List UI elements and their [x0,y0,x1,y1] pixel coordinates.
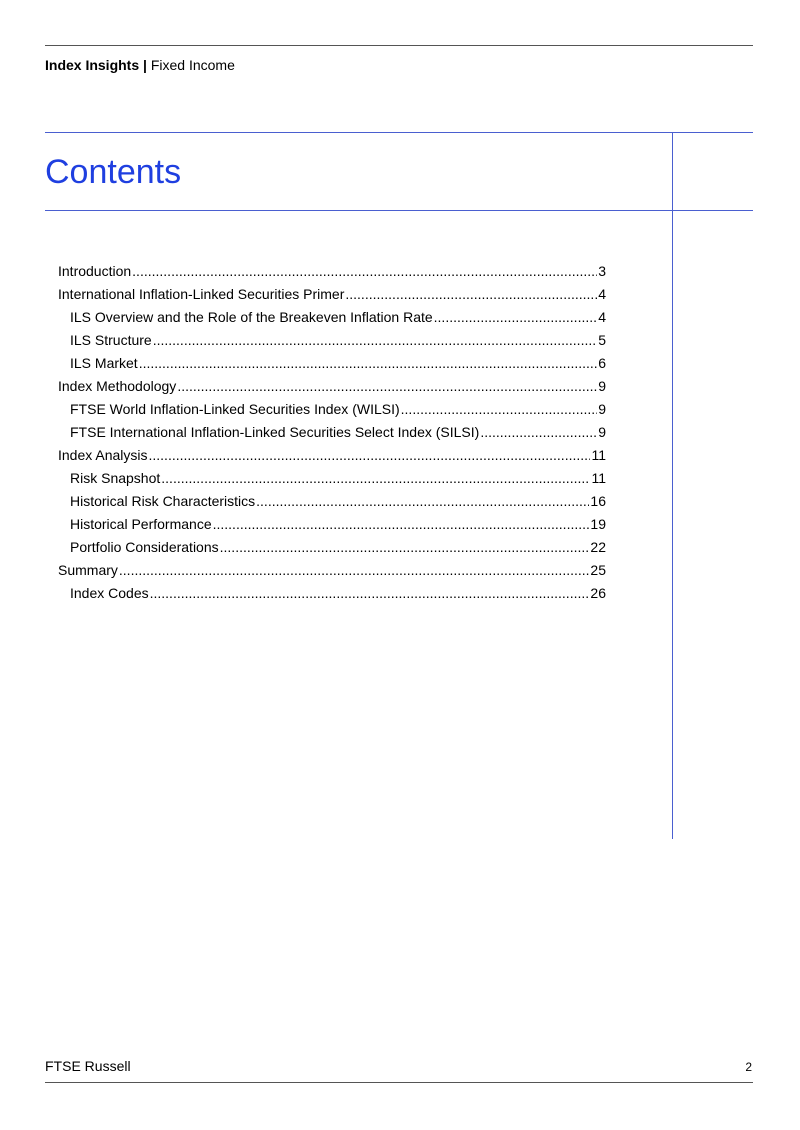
toc-entry[interactable] [58,285,606,308]
toc-entry[interactable] [58,538,606,561]
margin-vertical-rule [672,132,673,839]
toc-entry-page[interactable]: 11 [591,470,606,486]
toc-entry-label[interactable]: Risk Snapshot [70,470,161,486]
toc-dot-leader [213,515,590,533]
header-rule [45,45,753,46]
toc-dot-leader [177,377,597,395]
toc-dot-leader [434,308,598,326]
toc-dot-leader [153,331,598,349]
toc-dot-leader [401,400,598,418]
footer-rule [45,1082,753,1083]
toc-entry-page[interactable]: 19 [590,516,606,532]
toc-entry-page[interactable]: 4 [598,286,606,302]
toc-dot-leader [220,538,590,556]
toc-entry[interactable] [58,400,606,423]
toc-entry-label[interactable]: ILS Market [70,355,138,371]
title-top-rule [45,132,753,133]
title-bottom-rule [45,210,753,211]
toc-entry[interactable] [58,377,606,400]
toc-entry-page[interactable]: 4 [598,309,606,325]
toc-entry-label[interactable]: FTSE World Inflation-Linked Securities Index (WILSI) [70,401,400,417]
toc-dot-leader [119,561,590,579]
toc-entry-label[interactable]: International Inflation-Linked Securities Primer [58,286,345,302]
toc-entry-label[interactable]: Index Codes [70,585,149,601]
table-of-contents [58,262,606,607]
toc-dot-leader [256,492,589,510]
toc-entry[interactable] [58,446,606,469]
toc-entry[interactable] [58,515,606,538]
toc-entry-page[interactable]: 6 [598,355,606,371]
running-header [45,56,235,74]
footer-brand: FTSE Russell [45,1058,131,1074]
toc-entry-label[interactable]: ILS Structure [70,332,152,348]
toc-entry[interactable] [58,262,606,285]
toc-entry[interactable] [58,423,606,446]
header-title: Index Insights | [45,57,147,73]
toc-entry-label[interactable]: Historical Risk Characteristics [70,493,256,509]
toc-entry-label[interactable]: FTSE International Inflation-Linked Securities Select Index (SILSI) [70,424,480,440]
toc-dot-leader [149,446,591,464]
toc-dot-leader [480,423,597,441]
toc-dot-leader [132,262,597,280]
toc-entry[interactable] [58,561,606,584]
toc-entry[interactable] [58,308,606,331]
toc-entry-page[interactable]: 9 [598,424,606,440]
toc-entry-label[interactable]: Summary [58,562,118,578]
toc-dot-leader [345,285,597,303]
toc-entry-label[interactable]: Historical Performance [70,516,212,532]
footer-page-number: 2 [745,1060,752,1074]
toc-entry-page[interactable]: 25 [590,562,606,578]
toc-dot-leader [161,469,590,487]
header-section: Fixed Income [150,57,235,73]
toc-entry-page[interactable]: 5 [598,332,606,348]
toc-entry[interactable] [58,584,606,607]
toc-entry-page[interactable]: 9 [598,378,606,394]
toc-entry-label[interactable]: Portfolio Considerations [70,539,219,555]
toc-entry[interactable] [58,331,606,354]
toc-entry-label[interactable]: Index Analysis [58,447,148,463]
toc-entry-page[interactable]: 26 [590,585,606,601]
toc-entry-label[interactable]: Index Methodology [58,378,177,394]
toc-entry[interactable] [58,354,606,377]
toc-dot-leader [139,354,598,372]
toc-entry-page[interactable]: 16 [590,493,606,509]
toc-entry-page[interactable]: 22 [590,539,606,555]
toc-entry-label[interactable]: Introduction [58,263,132,279]
toc-entry-label[interactable]: ILS Overview and the Role of the Breakeven Inflation Rate [70,309,433,325]
toc-dot-leader [150,584,590,602]
page-title: Contents [45,153,182,191]
toc-entry[interactable] [58,469,606,492]
toc-entry-page[interactable]: 3 [598,263,606,279]
toc-entry-page[interactable]: 11 [591,447,606,463]
toc-entry-page[interactable]: 9 [598,401,606,417]
toc-entry[interactable] [58,492,606,515]
